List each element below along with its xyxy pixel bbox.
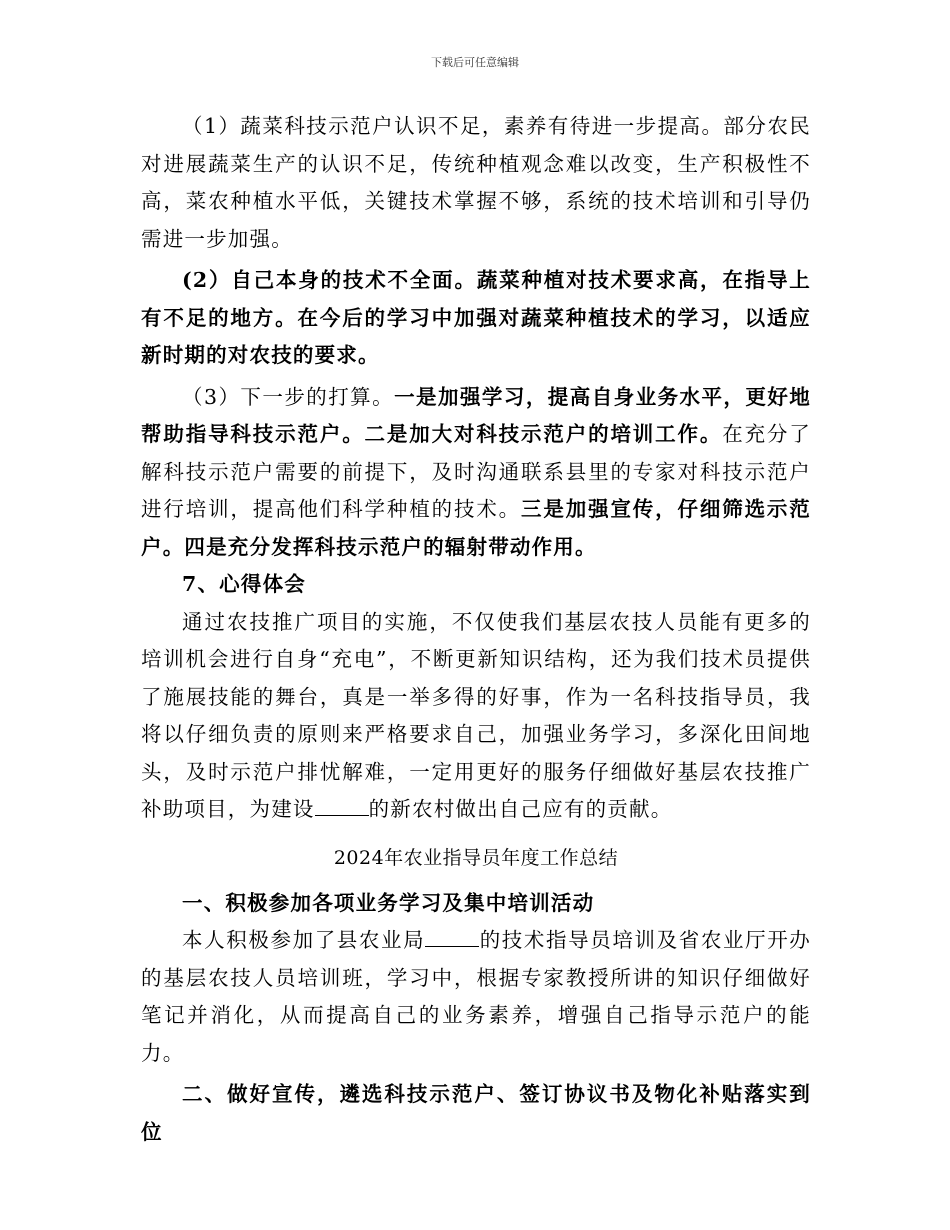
section-heading-1: 一、积极参加各项业务学习及集中培训活动	[182, 890, 595, 915]
paragraph-experience	[141, 604, 811, 829]
fill-in-blank	[315, 797, 369, 816]
document-body	[141, 108, 811, 1151]
paragraph-training	[141, 922, 811, 1072]
next-steps-bold-2: 三是加强宣传，仔细筛选示范户。四是充分发挥科技示范户的辐射带动作用。	[141, 497, 811, 559]
fill-in-blank	[425, 928, 479, 947]
paragraph-next-steps	[141, 379, 811, 567]
next-steps-bold-1: 一是加强学习，提高自身业务水平，更好地帮助指导科技示范户。二是加大对科技示范户的培训工作。	[141, 384, 811, 446]
experience-text: 通过农技推广项目的实施，不仅使我们基层农技人员能有更多的培训机会进行自身“充电”，不断更新知识结构，还为我们技术员提供了施展技能的舞台，真是一举多得的好事，作为一名科技指导员，我将以仔细负责的原则来严格要求自己，加强业务学习，多深化田间地头，及时示范户排忧解难，一定用更好的服务仔细做好基层农技推广补助项目，为建设	[141, 609, 811, 821]
paragraph-problem-2: (2）自己本身的技术不全面。蔬菜种植对技术要求高，在指导上有不足的地方。在今后的学习中加强对蔬菜种植技术的学习，以适应新时期的对农技的要求。	[141, 268, 811, 367]
section-heading-experience: 7、心得体会	[182, 572, 306, 596]
paragraph-problem-1: （1）蔬菜科技示范户认识不足，素养有待进一步提高。部分农民对进展蔬菜生产的认识不足，传统种植观念难以改变，生产积极性不高，菜农种植水平低，关键技术掌握不够，系统的技术培训和引导仍需进一步加强。	[141, 114, 811, 251]
page-header-note: 下载后可任意编辑	[431, 56, 519, 69]
experience-text-end: 的新农村做出自己应有的贡献。	[368, 797, 673, 821]
training-text: 本人积极参加了县农业局	[182, 928, 426, 952]
next-steps-normal: 在充分了解科技示范户需要的前提下，及时沟通联系县里的专家对科技示范户进行培训，提高他们科学种植的技术。	[141, 422, 811, 521]
next-steps-label: （3）下一步的打算。	[182, 384, 395, 409]
document-title: 2024年农业指导员年度工作总结	[333, 846, 619, 869]
training-text-end: 的技术指导员培训及省农业厅开办的基层农技人员培训班，学习中，根据专家教授所讲的知识仔细做好笔记并消化，从而提高自己的业务素养，增强自己指导示范户的能力。	[141, 928, 812, 1065]
section-heading-2: 二、做好宣传，遴选科技示范户、签订协议书及物化补贴落实到位	[141, 1082, 811, 1144]
